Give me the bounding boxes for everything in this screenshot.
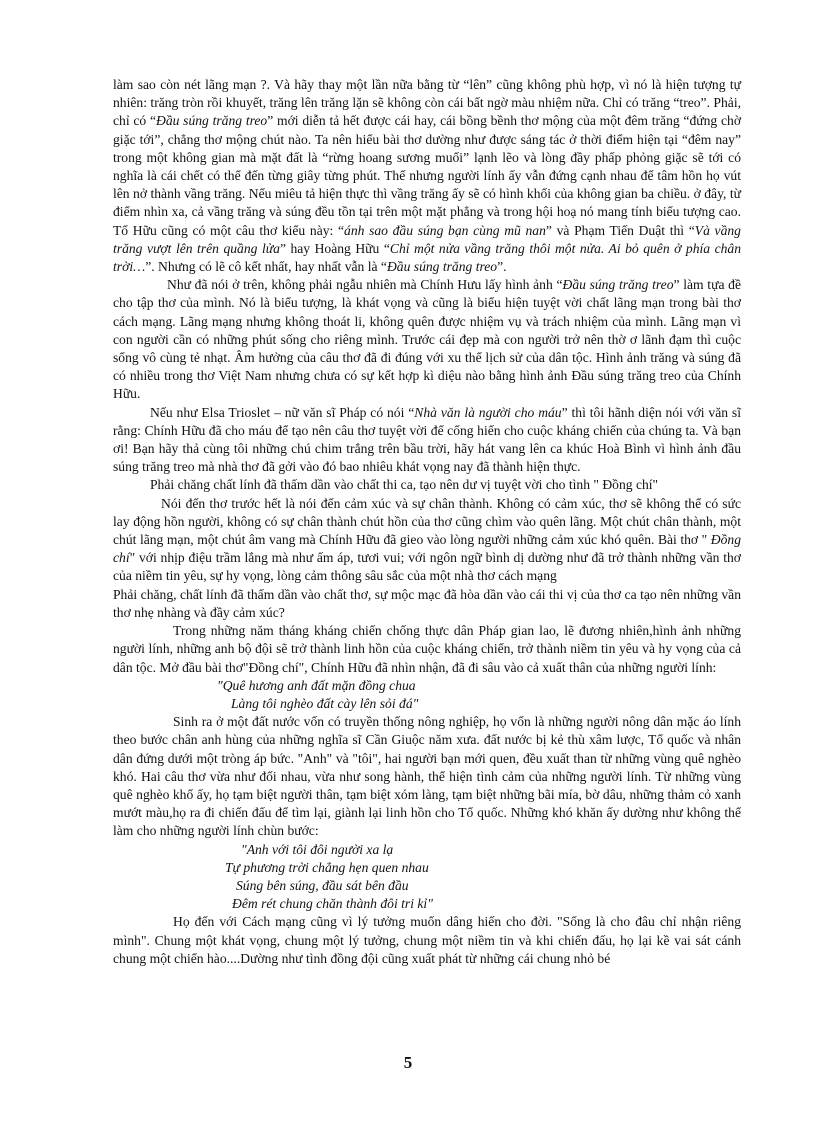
quote-to-huu: ánh sao đầu súng bạn cùng mũ nan <box>344 222 546 238</box>
paragraph-cach-mang: Họ đến với Cách mạng cũng vì lý tưởng muốn dâng hiến cho đời. "Sống là cho đâu chỉ nhận riêng mình". Chung một khát vọng, chung một lý tưởng, chung một niềm tin và khi chiến đấu, họ lại kề vai sát cánh chung một chiến hào....Dường như tình đồng đội cũng xuất phát từ những cái chung nhỏ bé <box>113 914 741 966</box>
paragraph-sinh-ra: Sinh ra ở một đất nước vốn có truyền thống nông nghiệp, họ vốn là những người nông dân mặc áo lính theo bước chân anh hùng của những nghĩa sĩ Cần Giuộc năm xưa. đất nước bị kẻ thù xâm lược, Tổ quốc và nhân dân đứng dưới một tròng áp bức. "Anh" và "tôi", hai người bạn mới quen, đều xuất than từ những vùng quê nghèo khó. Hai câu thơ vừa như đối nhau, vừa như song hành, thể hiện tình cảm của những người lính. Từ những vùng quê nghèo khổ ấy, họ tạm biệt người thân, tạm biệt xóm làng, tạm biệt những bãi mía, bờ dâu, những thảm cỏ xanh mướt màu,họ ra đi chiến đấu để tìm lại, giành lại linh hồn cho Tổ quốc. Những khó khăn ấy dường như không thể làm cho những người lính chùn bước: <box>113 714 741 839</box>
poem-line: "Anh với tôi đôi người xa lạ <box>241 841 394 857</box>
quote-dau-sung-trang-treo-2: Đầu súng trăng treo <box>386 259 498 275</box>
quote-dong-chi: Đồng chí <box>113 532 741 566</box>
poem-line: "Quê hương anh đất mặn đồng chua <box>217 677 416 693</box>
paragraph-tua-de-tap-tho: Như đã nói ở trên, không phải ngẫu nhiên mà Chính Hưu lấy hình ảnh “Đầu súng trăng treo” làm tựa đề cho tập thơ của mình. Nó là biểu tượng, là khát vọng và cũng là biểu hiện tuyệt vời chất lãng mạn trong bài thơ cách mạng. Lãng mạng nhưng không thoát li, không quên được nhiệm vụ và trách nhiệm của mình. Lãng mạn vì con người cần có những phút sống cho riêng mình. Trước cái đẹp mà con người trở nên thờ ơ lãnh đạm thì cuộc sống vô cùng tẻ nhạt. Âm hưởng của câu thơ đã đi đúng với xu thế lịch sử của dân tộc. Hình ảnh trăng và súng đã có nhiều trong thơ Việt Nam nhưng chưa có sự kết hợp kì diệu nào bằng hình ảnh Đầu súng trăng treo của Chính Hữu. <box>113 277 742 402</box>
quote-dau-sung-trang-treo: Đầu súng trăng treo <box>156 113 268 129</box>
poem-line: Làng tôi nghèo đất cày lên sỏi đá" <box>231 695 419 711</box>
paragraph-chat-linh: Phải chăng chất lính đã thấm dần vào chất thi ca, tạo nên dư vị tuyệt vời cho tình " Đồng chí" <box>150 477 659 493</box>
quote-hoang-huu: Chỉ một nửa vầng trăng thôi một nửa. Ai bỏ quên ở phía chân trời… <box>113 240 741 275</box>
page-number: 5 <box>403 1053 413 1072</box>
paragraph-phai-chang: Phải chăng, chất lính đã thấm dần vào chất thơ, sự mộc mạc đã hòa dần vào cái thi vị của thơ ca tạo nên những vần thơ nhẹ nhàng và đầy cảm xúc? <box>113 586 741 620</box>
poem-anh-voi-toi <box>113 841 741 914</box>
quote-nha-van: Nhà văn là người cho máu <box>414 404 562 420</box>
paragraph-cam-xuc: Nói đến thơ trước hết là nói đến cảm xúc và sự chân thành. Không có cảm xúc, thơ sẽ không thể có sức lay động hồn người, không có sự chân thành chút hồn của thơ cũng chìm vào quên lãng. Một chút chân thành, một chút lãng mạn, một chút âm vang mà Chính Hữu đã gieo vào lòng người những cảm xúc khó quên. Bài thơ " Đồng chí" với nhịp điệu trầm lắng mà như ấm áp, tươi vui; với ngôn ngữ bình dị dường như đã trở thành những vần thơ của niềm tin yêu, sự hy vọng, lòng cảm thông sâu sắc của một nhà thơ cách mạng <box>113 495 741 584</box>
poem-que-huong <box>113 677 741 713</box>
paragraph-elsa-trioslet: Nếu như Elsa Trioslet – nữ văn sĩ Pháp có nói “Nhà văn là người cho máu” thì tôi hãnh diện nói với văn sĩ rằng: Chính Hữu đã cho máu để tạo nên câu thơ tuyệt vời để cống hiến cho cuộc kháng chiến của chúng ta. Và bạn ơi! Bạn hãy thả cùng tôi những chú chim trắng trên bầu trời, hãy hát vang lên ca khúc Hoà Bình vì hình ảnh đầu súng trăng treo mà nhà thơ đã gởi vào đó bao nhiêu khát vọng nay đã thành hiện thực. <box>113 404 742 475</box>
paragraph-trang-treo: làm sao còn nét lãng mạn ?. Và hãy thay một lần nữa bằng từ “lên” cũng không phù hợp, vì nó là hiện tượng tự nhiên: trăng tròn rồi khuyết, trăng lên trăng lặn sẽ không còn cái bất ngờ màu nhiệm nữa. Chỉ có trăng “treo”. Phải, chỉ có “Đầu súng trăng treo” mới diễn tả hết được cái hay, cái bồng bềnh thơ mộng của một đêm trăng “đứng chờ giặc tới”, chẳng thơ mộng chút nào. Ta nên hiểu bài thơ dường như được sáng tác ở thời điểm hiện tại “đêm nay” trong một không gian mà mặt đất là “rừng hoang sương muối” lạnh lẽo và lòng đầy phấp phỏng giặc sẽ tới có nghĩa là cái chết có thể đến từng giây từng phút. Thế nhưng người lính ấy vẫn đứng cạnh nhau để tâm hồn họ vút lên nở thành vầng trăng. Nếu miêu tả hiện thực thì vầng trăng ấy sẽ có hình khối của không gian ba chiều. ở đây, từ điểm nhìn xa, cả vầng trăng và súng đều tồn tại trên một mặt phẳng và trong hội hoạ nó mang tính biểu tượng cao. Tố Hữu cũng có một câu thơ kiểu này: “ánh sao đầu súng bạn cùng mũ nan” và Phạm Tiến Duật thì “Và vầng trăng vượt lên trên quầng lửa” hay Hoàng Hữu “Chỉ một nửa vầng trăng thôi một nửa. Ai bỏ quên ở phía chân trời…”. Nhưng có lẽ cô kết nhất, hay nhất vẫn là “Đầu súng trăng treo”. <box>113 77 742 275</box>
quote-tap-tho: Đầu súng trăng treo <box>562 277 674 293</box>
document-body <box>113 76 741 968</box>
poem-line: Đêm rét chung chăn thành đôi tri kỉ" <box>232 896 433 912</box>
poem-line: Tự phương trời chẳng hẹn quen nhau <box>225 859 429 875</box>
poem-line: Súng bên súng, đầu sát bên đầu <box>236 877 409 893</box>
quote-pham-tien-duat: Và vầng trăng vượt lên trên quầng lửa <box>113 222 741 256</box>
paragraph-khang-chien: Trong những năm tháng kháng chiến chống thực dân Pháp gian lao, lẽ đương nhiên,hình ảnh những người lính, những anh bộ đội sẽ trở thành linh hồn của cuộc kháng chiến, trở thành niềm tin yêu và hy vọng của cả dân tộc. Mở đầu bài thơ"Đồng chí", Chính Hữu đã nhìn nhận, đã đi sâu vào cả xuất thân của những người lính: <box>113 623 741 675</box>
